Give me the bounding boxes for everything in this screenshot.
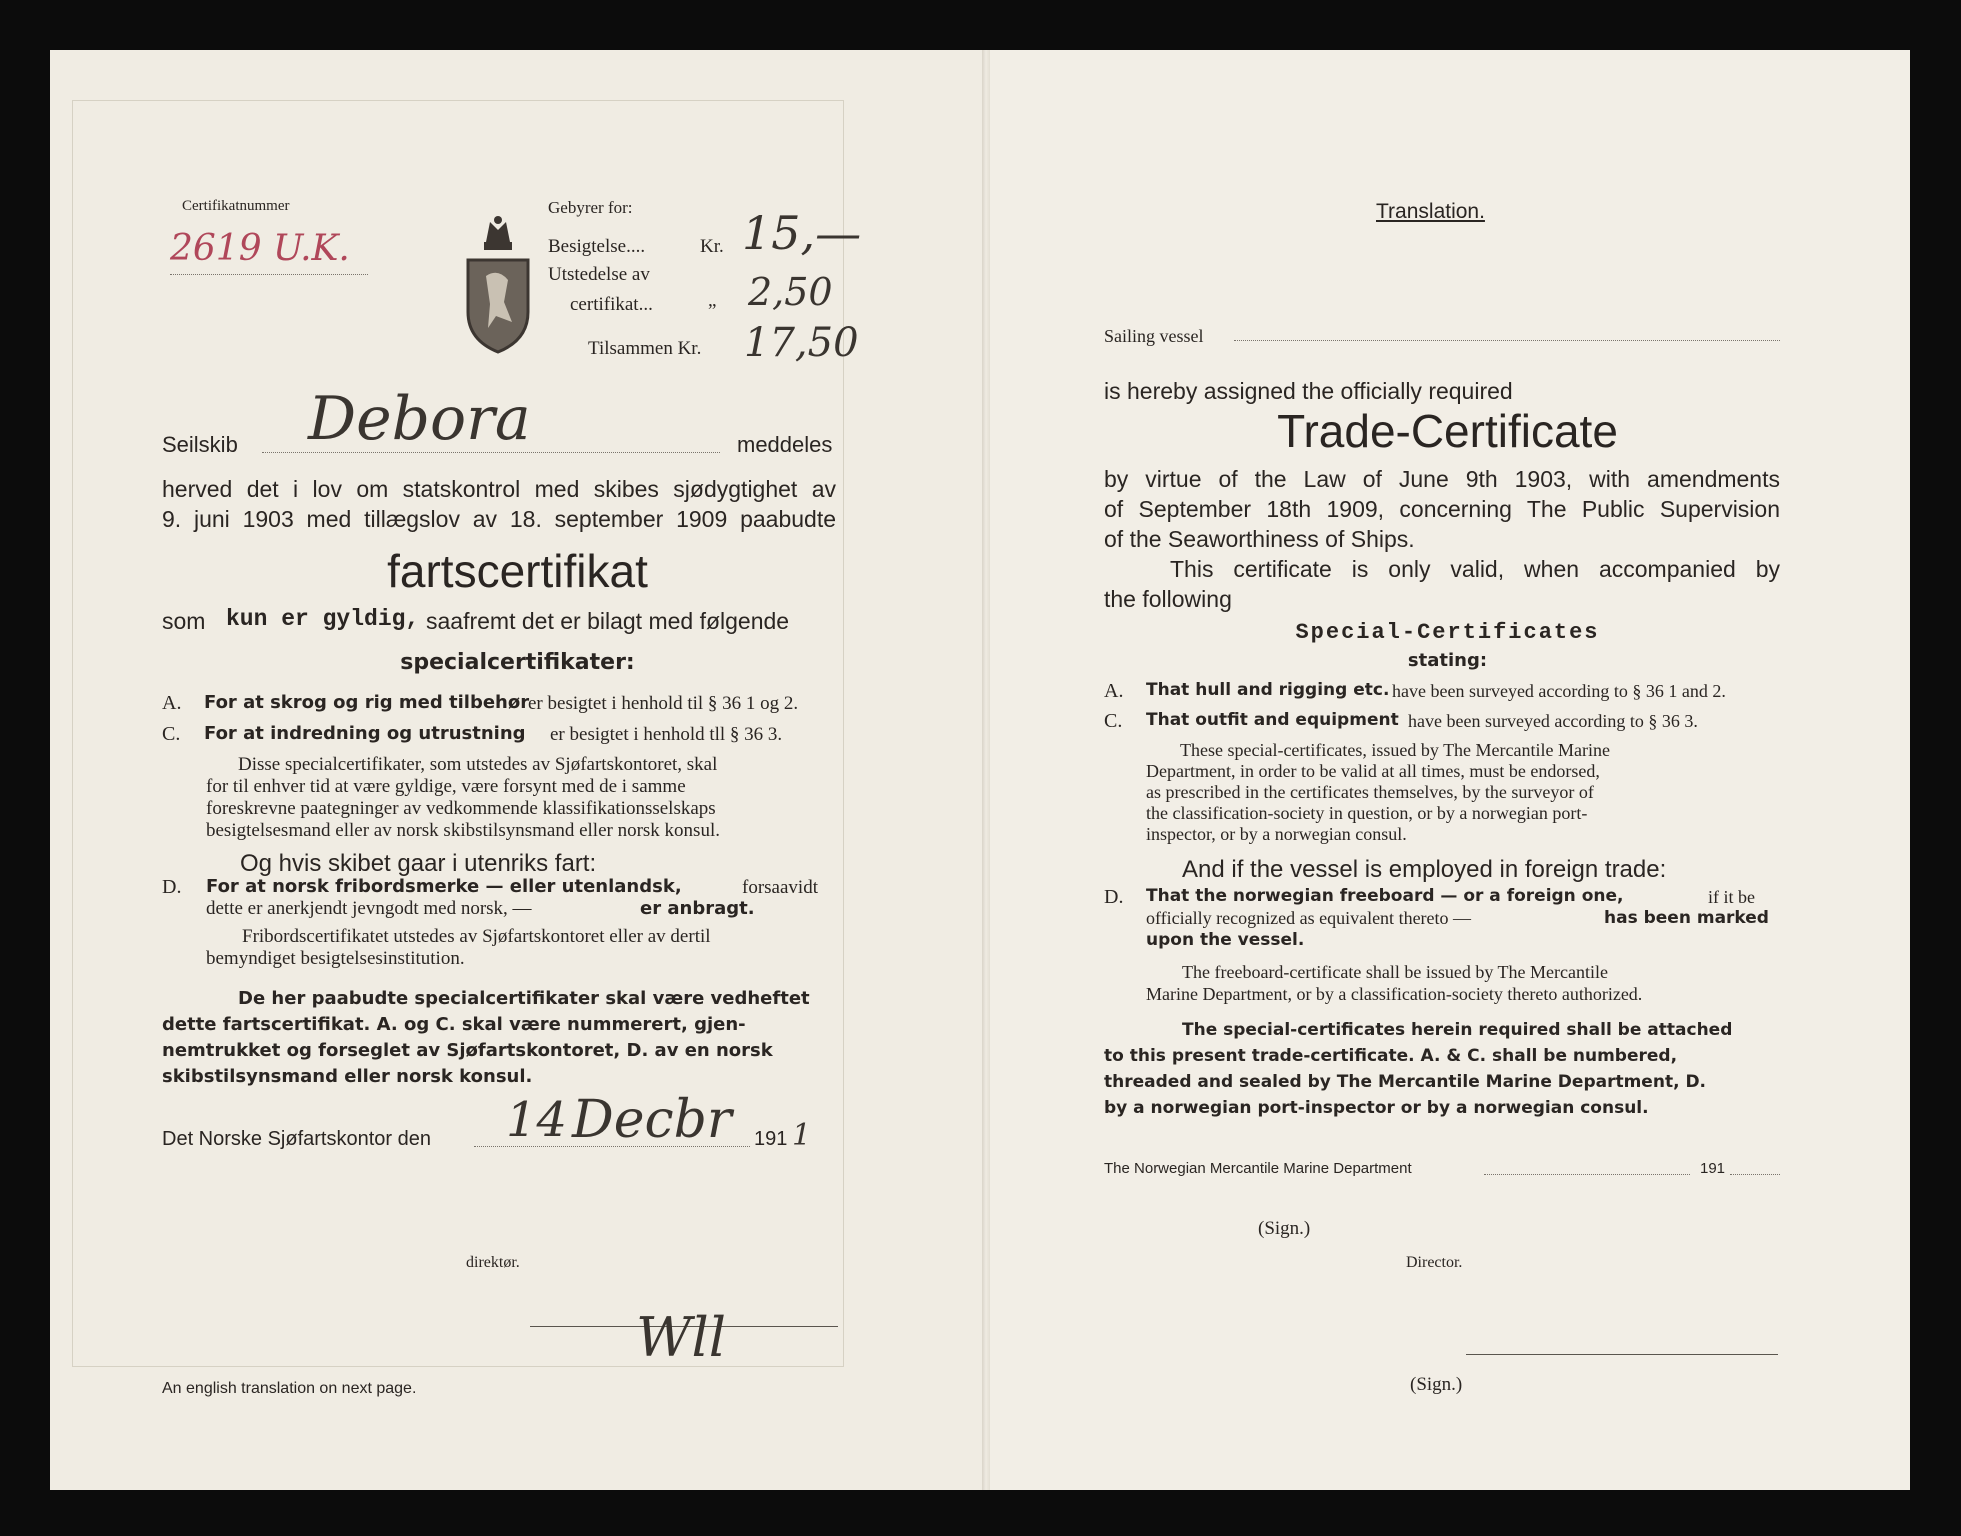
crest-icon xyxy=(458,212,538,359)
total-label: Tilsammen Kr. xyxy=(588,338,702,359)
cert-number-line xyxy=(170,274,368,275)
attach-en-line-4: by a norwegian port-inspector or by a norwegian consul. xyxy=(1104,1098,1649,1118)
fee2-value: 2,50 xyxy=(748,270,833,314)
item-d-bold: For at norsk fribordsmerke — eller utenlandsk, xyxy=(206,876,682,897)
year-prefix-en: 191 xyxy=(1700,1160,1726,1177)
footer-note: An english translation on next page. xyxy=(162,1380,417,1397)
item-d-bold-en: That the norwegian freeboard — or a foreign one, xyxy=(1146,886,1624,906)
stating-label: stating: xyxy=(1407,650,1488,671)
signature-line-en xyxy=(1466,1354,1778,1355)
attach-line-4: skibstilsynsmand eller norsk konsul. xyxy=(162,1066,533,1087)
item-c-bold-en: That outfit and equipment xyxy=(1146,710,1399,730)
foreign-heading-en: And if the vessel is employed in foreign trade: xyxy=(1182,856,1667,883)
vessel-suffix: meddeles xyxy=(737,432,833,457)
office-label: Det Norske Sjøfartskontor den xyxy=(162,1128,431,1150)
year-suffix: 1 xyxy=(792,1118,812,1153)
item-a-rest-en: have been surveyed according to § 36 1 and 2. xyxy=(1392,681,1726,701)
note1-en-line-4: the classification-society in question, or by a norwegian port- xyxy=(1146,803,1588,823)
valid-a: som xyxy=(162,608,206,634)
note2-en-line-2: Marine Department, or by a classification-society thereto authorized. xyxy=(1146,984,1643,1004)
item-a-bold-en: That hull and rigging etc. xyxy=(1146,680,1390,700)
total-value: 17,50 xyxy=(744,320,859,366)
attach-line-2: dette fartscertifikat. A. og C. skal være nummerert, gjen- xyxy=(162,1014,746,1035)
attach-en-line-2: to this present trade-certificate. A. & C. shall be numbered, xyxy=(1104,1046,1678,1066)
sign2-label: (Sign.) xyxy=(1410,1374,1463,1395)
year-prefix: 191 xyxy=(754,1128,788,1150)
year-line-en xyxy=(1730,1174,1780,1175)
left-title: fartscertifikat xyxy=(387,545,648,597)
sign1-label: (Sign.) xyxy=(1258,1218,1311,1239)
item-c-bold: For at indredning og utrustning xyxy=(204,723,526,744)
vessel-label-en: Sailing vessel xyxy=(1104,326,1204,346)
valid-b: kun er gyldig, xyxy=(226,606,420,632)
right-title: Trade-Certificate xyxy=(1277,405,1618,457)
body-line-2: 9. juni 1903 med tillægslov av 18. september 1909 paabudte xyxy=(162,506,836,532)
note2-line-1: Fribordscertifikatet utstedes av Sjøfartskontoret eller av dertil xyxy=(242,926,711,947)
note1-line-4: besigtelsesmand eller av norsk skibstilsynsmand eller norsk konsul. xyxy=(206,820,720,841)
item-c-letter-en: C. xyxy=(1104,710,1123,732)
cert-number-label: Certifikatnummer xyxy=(182,198,290,214)
fee1-currency: Kr. xyxy=(700,236,724,257)
fees-label: Gebyrer for: xyxy=(548,198,633,217)
item-c-letter: C. xyxy=(162,723,181,745)
vessel-line-en xyxy=(1234,340,1780,341)
cert-number-value: 2619 U.K. xyxy=(170,228,350,269)
fee2-currency: „ xyxy=(708,290,717,311)
special-heading-en: Special-Certificates xyxy=(1295,620,1600,645)
item-d-letter-en: D. xyxy=(1104,886,1124,908)
director-label: direktør. xyxy=(466,1254,520,1271)
attach-line-3: nemtrukket og forseglet av Sjøfartskontoret, D. av en norsk xyxy=(162,1040,773,1061)
special-heading: specialcertifikater: xyxy=(400,650,635,675)
item-d-rest-en: if it be xyxy=(1708,887,1755,907)
item-a-letter-en: A. xyxy=(1104,680,1124,702)
valid-line-2: the following xyxy=(1104,586,1232,612)
law-line-3: of the Seaworthiness of Ships. xyxy=(1104,526,1415,552)
fee1-value: 15,— xyxy=(742,206,862,260)
law-line-1: by virtue of the Law of June 9th 1903, with amendments xyxy=(1104,466,1780,492)
item-c-rest-en: have been surveyed according to § 36 3. xyxy=(1408,711,1698,731)
item-c-rest: er besigtet i henhold tll § 36 3. xyxy=(550,724,783,745)
item-d-line2b-en: has been marked xyxy=(1604,908,1769,928)
date-month: Decbr xyxy=(572,1090,732,1150)
note1-en-line-1: These special-certificates, issued by The Mercantile Marine xyxy=(1180,740,1610,760)
vessel-name: Debora xyxy=(308,384,531,454)
signature: Wll xyxy=(636,1306,727,1369)
foreign-heading: Og hvis skibet gaar i utenriks fart: xyxy=(240,850,597,877)
date-line-en xyxy=(1484,1174,1690,1175)
item-d-letter: D. xyxy=(162,876,182,898)
note1-line-1: Disse specialcertifikater, som utstedes av Sjøfartskontoret, skal xyxy=(238,754,718,775)
page-fold xyxy=(982,50,990,1490)
fee1-label: Besigtelse.... xyxy=(548,236,646,257)
note1-line-3: foreskrevne paategninger av vedkommende klassifikationsselskaps xyxy=(206,798,716,819)
body-line-1: herved det i lov om statskontrol med skibes sjødygtighet av xyxy=(162,476,836,502)
attach-line-1: De her paabudte specialcertifikater skal være vedheftet xyxy=(238,988,810,1009)
assigned-text: is hereby assigned the officially required xyxy=(1104,378,1513,404)
attach-en-line-3: threaded and sealed by The Mercantile Marine Department, D. xyxy=(1104,1072,1707,1092)
item-d-line2a: dette er anerkjendt jevngodt med norsk, — xyxy=(206,898,532,919)
note1-en-line-3: as prescribed in the certificates themselves, by the surveyor of xyxy=(1146,782,1594,802)
attach-en-line-1: The special-certificates herein required shall be attached xyxy=(1182,1020,1733,1040)
item-d-line2a-en: officially recognized as equivalent thereto — xyxy=(1146,908,1472,928)
director-label-en: Director. xyxy=(1406,1254,1463,1271)
item-a-rest: er besigtet i henhold til § 36 1 og 2. xyxy=(528,693,799,714)
translation-heading: Translation. xyxy=(1376,200,1485,223)
date-day: 14 xyxy=(506,1092,568,1148)
note1-en-line-2: Department, in order to be valid at all times, must be endorsed, xyxy=(1146,761,1600,781)
item-a-bold: For at skrog og rig med tilbehør xyxy=(204,692,530,713)
item-a-letter: A. xyxy=(162,692,182,714)
office-label-en: The Norwegian Mercantile Marine Department xyxy=(1104,1160,1412,1177)
note2-line-2: bemyndiget besigtelsesinstitution. xyxy=(206,948,465,969)
note1-en-line-5: inspector, or by a norwegian consul. xyxy=(1146,824,1407,844)
note2-en-line-1: The freeboard-certificate shall be issued by The Mercantile xyxy=(1182,962,1608,982)
note1-line-2: for til enhver tid at være gyldige, være forsynt med de i samme xyxy=(206,776,686,797)
item-d-rest: forsaavidt xyxy=(742,877,818,898)
valid-line-1: This certificate is only valid, when accompanied by xyxy=(1170,556,1780,582)
fee2-label-a: Utstedelse av xyxy=(548,264,650,285)
item-d-line3-en: upon the vessel. xyxy=(1146,930,1305,950)
item-d-line2b: er anbragt. xyxy=(640,898,755,919)
valid-c: saafremt det er bilagt med følgende xyxy=(426,608,790,634)
law-line-2: of September 18th 1909, concerning The Public Supervision xyxy=(1104,496,1780,522)
vessel-label: Seilskib xyxy=(162,432,238,457)
fee2-label-b: certifikat... xyxy=(570,294,653,315)
